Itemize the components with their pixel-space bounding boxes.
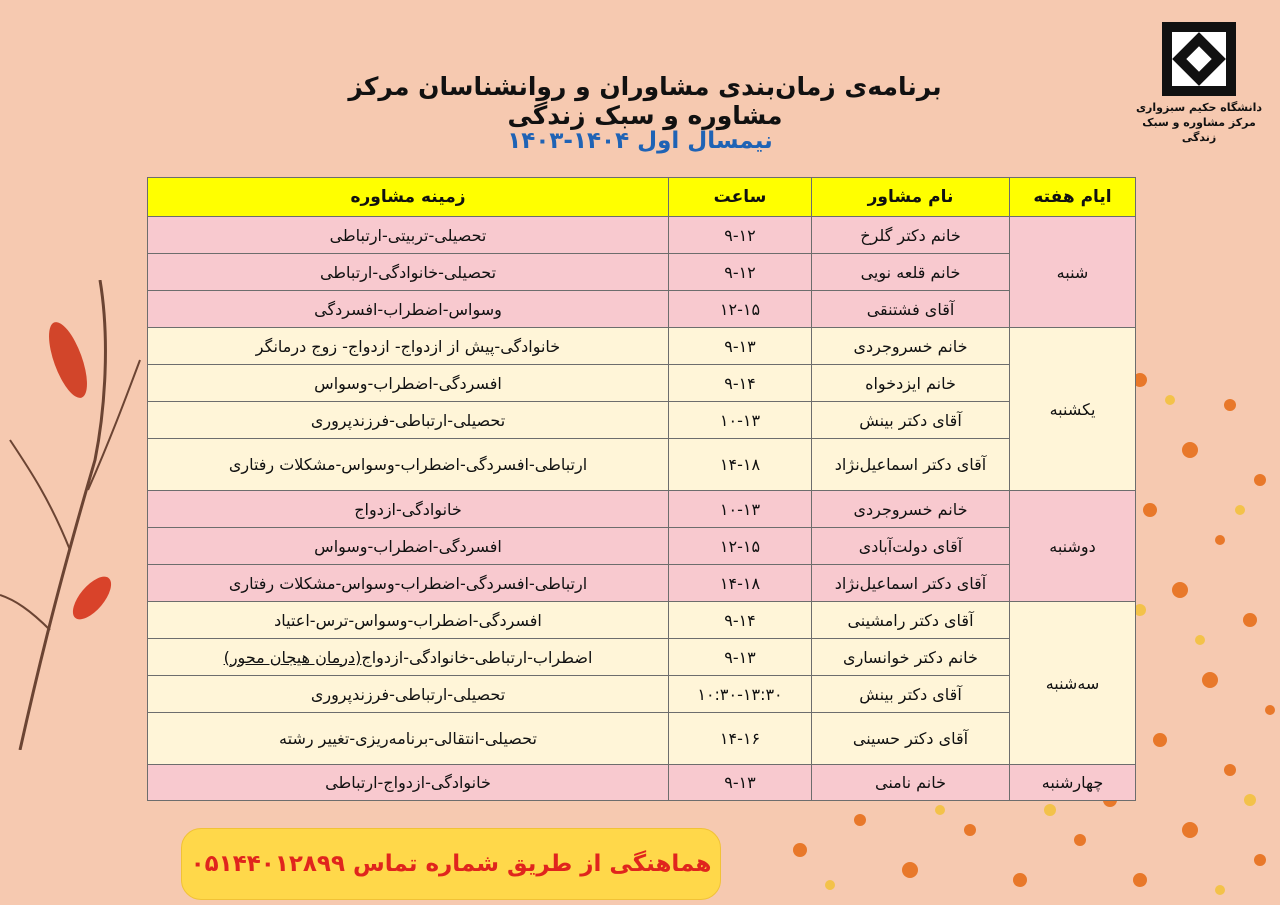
topic-cell: خانوادگی-ازدواج-ارتباطی <box>148 765 669 801</box>
table-row <box>148 439 1136 491</box>
time-cell: ۹-۱۴ <box>669 602 812 639</box>
time-cell: ۱۴-۱۶ <box>669 713 812 765</box>
topic-cell: وسواس-اضطراب-افسردگی <box>148 291 669 328</box>
page-title: برنامه‌ی زمان‌بندی مشاوران و روانشناسان مرکز مشاوره و سبک زندگی <box>348 72 942 130</box>
counselor-cell: آقای دکتر اسماعیل‌نژاد <box>812 439 1010 491</box>
topic-cell: افسردگی-اضطراب-وسواس <box>148 365 669 402</box>
time-cell: ۹-۱۳ <box>669 639 812 676</box>
counselor-cell: خانم قلعه نویی <box>812 254 1010 291</box>
counseling-schedule-table <box>147 177 1136 801</box>
counselor-cell: خانم دکتر خوانساری <box>812 639 1010 676</box>
counselor-cell: خانم نامنی <box>812 765 1010 801</box>
topic-cell: ارتباطی-افسردگی-اضطراب-وسواس-مشکلات رفتاری <box>148 565 669 602</box>
day-cell: چهارشنبه <box>1010 765 1136 801</box>
day-cell: یکشنبه <box>1010 328 1136 491</box>
topic-cell: خانوادگی-پیش از ازدواج- ازدواج- زوج درمانگر <box>148 328 669 365</box>
table-row <box>148 528 1136 565</box>
topic-cell: تحصیلی-تربیتی-ارتباطی <box>148 217 669 254</box>
time-cell: ۱۰-۱۳ <box>669 491 812 528</box>
topic-cell: تحصیلی-انتقالی-برنامه‌ریزی-تغییر رشته <box>148 713 669 765</box>
counselor-cell: خانم خسروجردی <box>812 328 1010 365</box>
time-cell: ۹-۱۲ <box>669 254 812 291</box>
logo-university-name: دانشگاه حکیم سبزواری <box>1135 101 1263 114</box>
topic-note: (درمان هیجان محور) <box>223 647 362 667</box>
table-row <box>148 639 1136 676</box>
university-logo <box>1134 18 1264 145</box>
header-topic: زمینه مشاوره <box>148 178 669 217</box>
topic-cell: افسردگی-اضطراب-وسواس-ترس-اعتیاد <box>148 602 669 639</box>
topic-cell: افسردگی-اضطراب-وسواس <box>148 528 669 565</box>
time-cell: ۱۲-۱۵ <box>669 291 812 328</box>
time-cell: ۹-۱۳ <box>669 765 812 801</box>
semester-subtitle: نیمسال اول ۱۴۰۴-۱۴۰۳ <box>507 128 773 154</box>
topic-cell: تحصیلی-ارتباطی-فرزندپروری <box>148 402 669 439</box>
time-cell: ۹-۱۳ <box>669 328 812 365</box>
time-cell: ۱۰:۳۰-۱۳:۳۰ <box>669 676 812 713</box>
counselor-cell: آقای دکتر اسماعیل‌نژاد <box>812 565 1010 602</box>
table-header-row <box>148 178 1136 217</box>
table-row <box>148 491 1136 528</box>
table-row <box>148 602 1136 639</box>
counselor-cell: آقای دکتر حسینی <box>812 713 1010 765</box>
counselor-cell: خانم ایزدخواه <box>812 365 1010 402</box>
contact-text: هماهنگی از طریق شماره تماس ۰۵۱۴۴۰۱۲۸۹۹ <box>190 851 712 877</box>
table-row <box>148 765 1136 801</box>
time-cell: ۱۴-۱۸ <box>669 439 812 491</box>
counselor-cell: آقای دولت‌آبادی <box>812 528 1010 565</box>
day-cell: سه‌شنبه <box>1010 602 1136 765</box>
table-row <box>148 291 1136 328</box>
day-cell: دوشنبه <box>1010 491 1136 602</box>
time-cell: ۱۴-۱۸ <box>669 565 812 602</box>
topic-cell: خانوادگی-ازدواج <box>148 491 669 528</box>
autumn-leaves-bottom-decoration <box>780 790 1110 905</box>
branch-decoration <box>0 280 150 750</box>
logo-center-name: مرکز مشاوره و سبک زندگی <box>1142 116 1256 144</box>
table-row <box>148 328 1136 365</box>
topic-cell <box>148 639 669 676</box>
time-cell: ۹-۱۲ <box>669 217 812 254</box>
time-cell: ۹-۱۴ <box>669 365 812 402</box>
counselor-cell: آقای فشتنقی <box>812 291 1010 328</box>
header-time: ساعت <box>669 178 812 217</box>
counselor-cell: آقای دکتر بینش <box>812 676 1010 713</box>
table-row <box>148 217 1136 254</box>
topic-cell: تحصیلی-خانوادگی-ارتباطی <box>148 254 669 291</box>
topic-text: اضطراب-ارتباطی-خانوادگی-ازدواج <box>361 647 593 667</box>
header-counselor: نام مشاور <box>812 178 1010 217</box>
table-row <box>148 713 1136 765</box>
table-row <box>148 676 1136 713</box>
header-day: ایام هفته <box>1010 178 1136 217</box>
counselor-cell: آقای دکتر رامشینی <box>812 602 1010 639</box>
time-cell: ۱۲-۱۵ <box>669 528 812 565</box>
counselor-cell: خانم دکتر گلرخ <box>812 217 1010 254</box>
table-row <box>148 254 1136 291</box>
table-row <box>148 365 1136 402</box>
table-row <box>148 565 1136 602</box>
logo-emblem-icon <box>1158 18 1240 100</box>
table-row <box>148 402 1136 439</box>
topic-cell: تحصیلی-ارتباطی-فرزندپروری <box>148 676 669 713</box>
counselor-cell: خانم خسروجردی <box>812 491 1010 528</box>
day-cell: شنبه <box>1010 217 1136 328</box>
topic-cell: ارتباطی-افسردگی-اضطراب-وسواس-مشکلات رفتاری <box>148 439 669 491</box>
time-cell: ۱۰-۱۳ <box>669 402 812 439</box>
contact-banner <box>181 828 721 900</box>
counselor-cell: آقای دکتر بینش <box>812 402 1010 439</box>
